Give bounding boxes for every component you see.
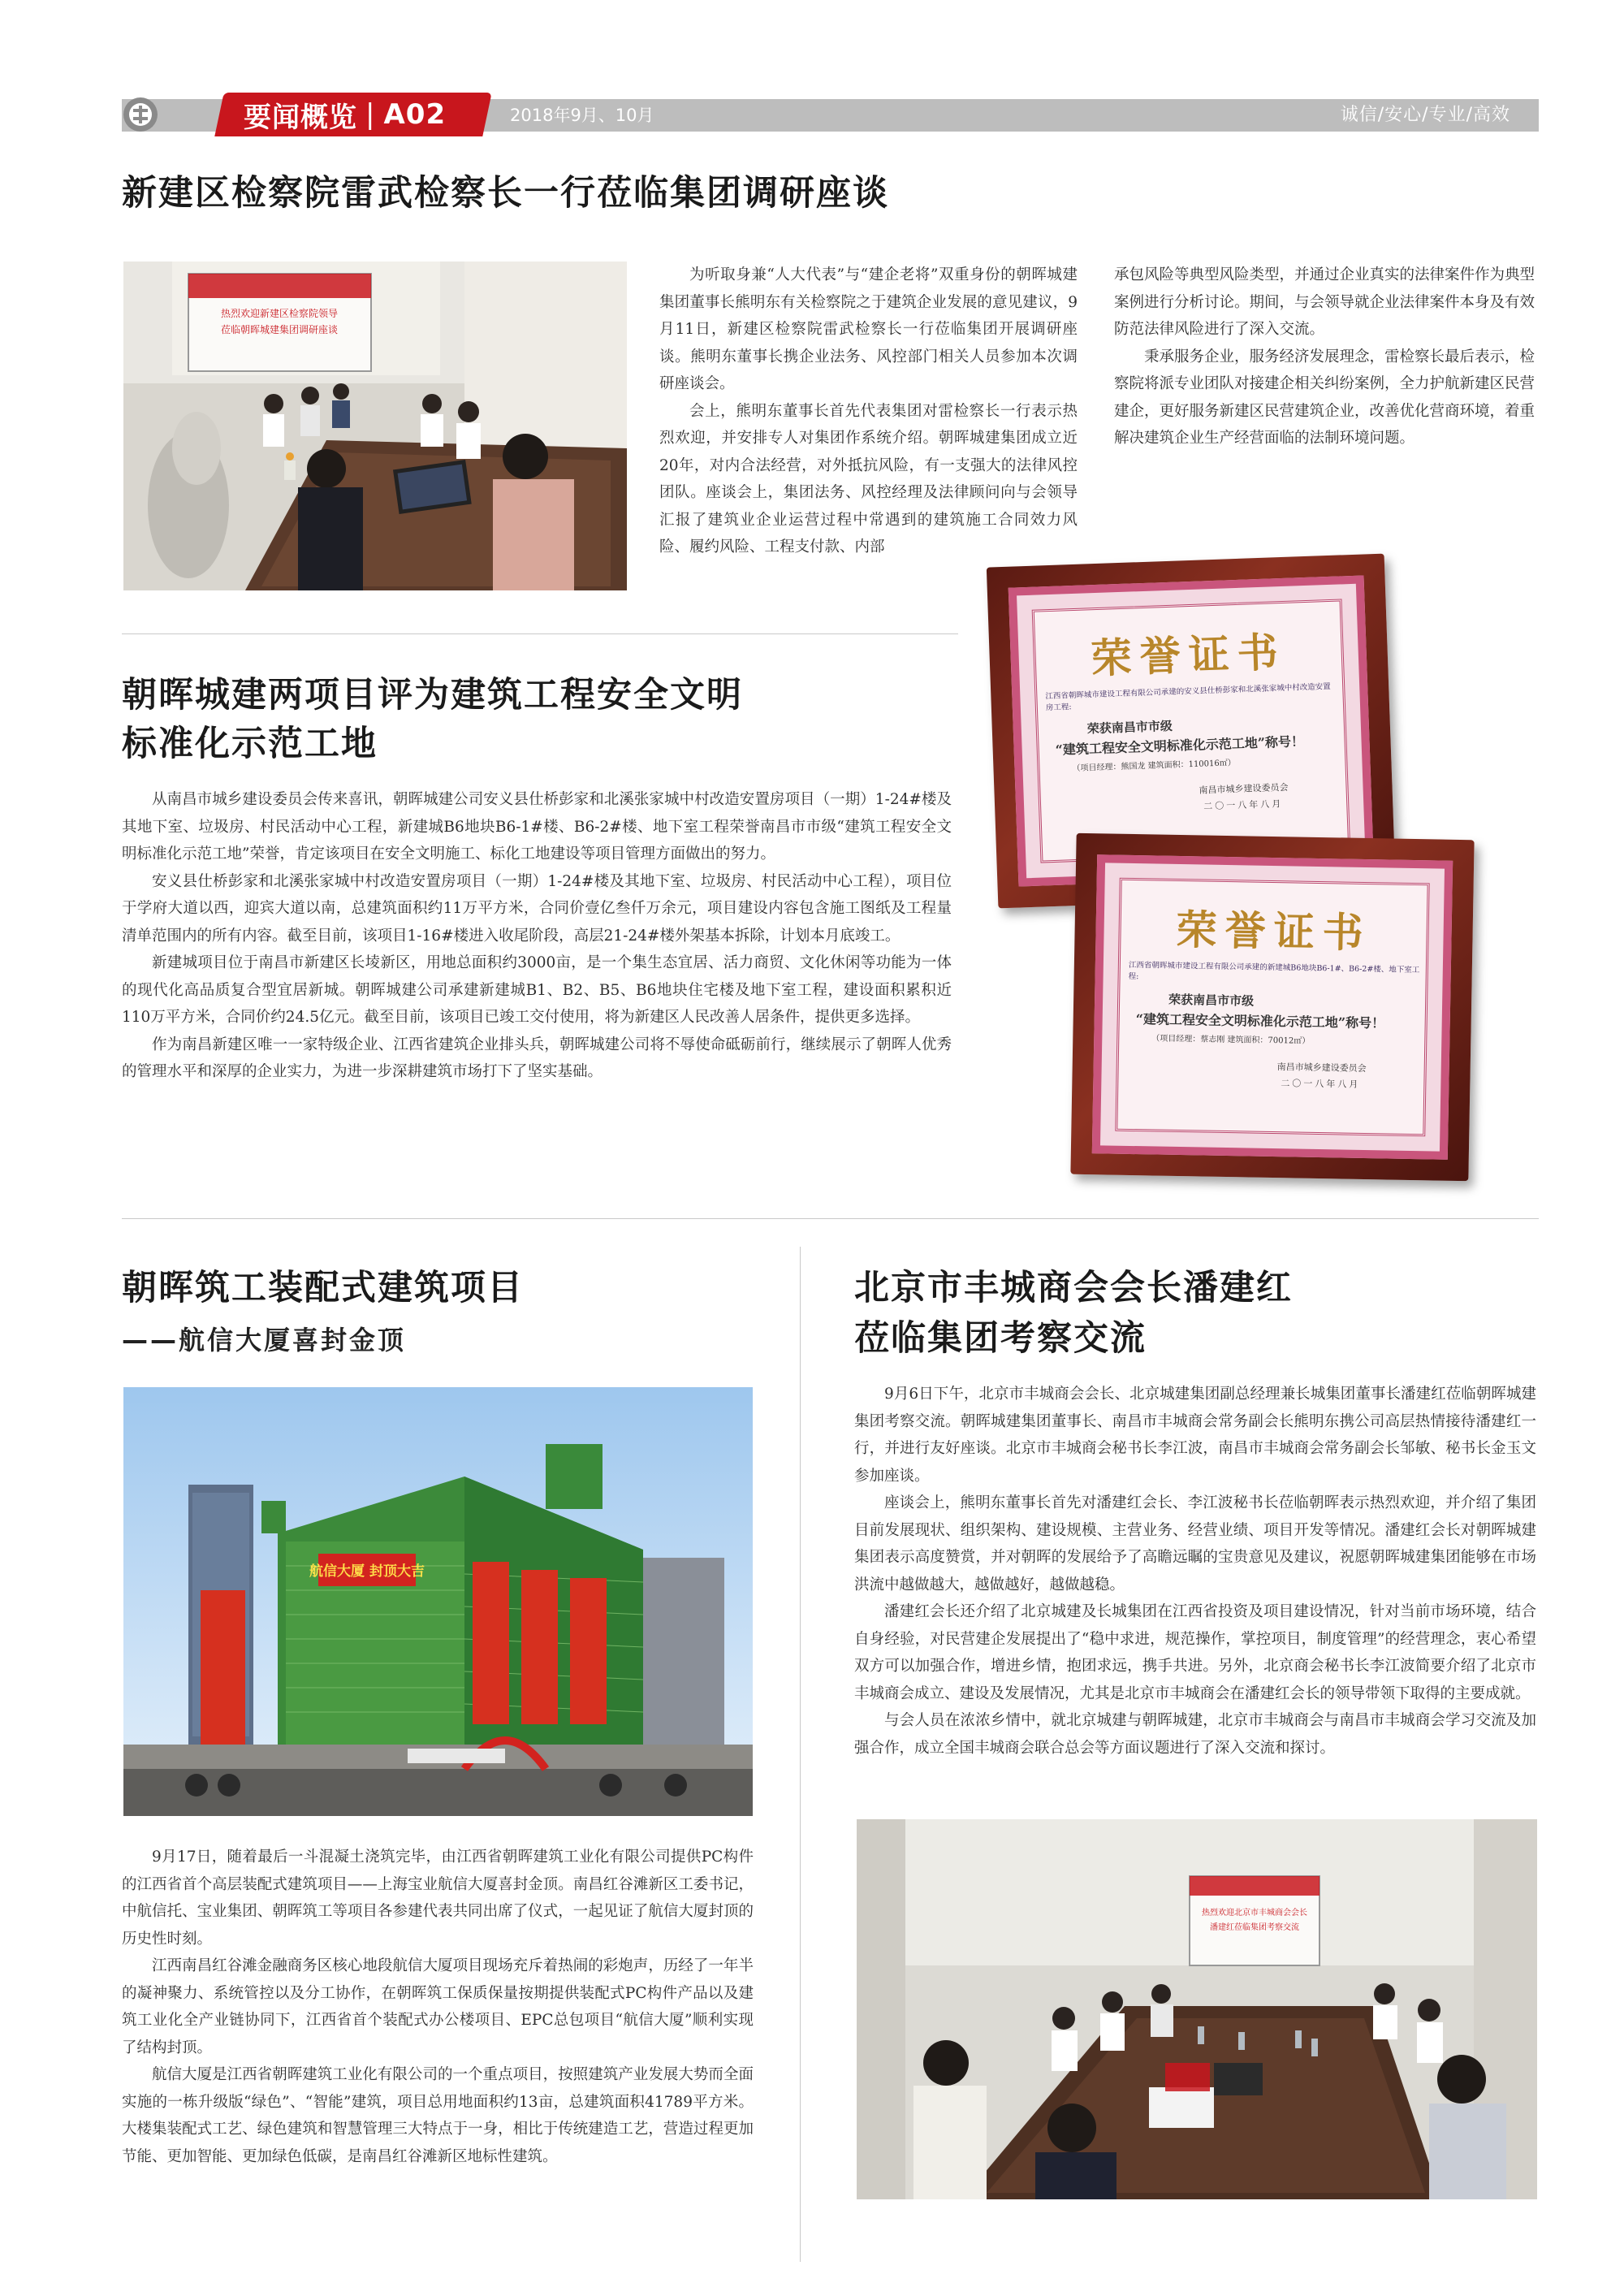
certificate-date: 二〇一八年八月 <box>1281 1078 1361 1090</box>
article1-paragraph: 会上，熊明东董事长首先代表集团对雷检察长一行表示热烈欢迎，并安排专人对集团作系统介绍。朝晖城建集团成立近20年，对内合法经营，对外抵抗风险，有一支强大的法律风控团队。座谈会上，集团法务、风控经理及法律顾问向与会领导汇报了建筑业企业运营过程中常遇到的建筑施工合同效力风险、履约风险、工程支付款、内部 <box>659 402 1078 556</box>
article4-body <box>854 1381 1536 1762</box>
certificate-issuer: 南昌市城乡建设委员会 <box>1199 781 1289 796</box>
article3-body <box>122 1844 754 2170</box>
certificate-line2: “建筑工程安全文明标准化示范工地”称号！ <box>1135 1011 1385 1031</box>
article3-paragraph: 航信大厦是江西省朝晖建筑工业化有限公司的一个重点项目，按照建筑产业发展大势而全面实施的一栋升级版“绿色”、“智能”建筑，项目总用地面积约13亩，总建筑面积41789平方米。大楼集装配式工艺、绿色建筑和智慧管理三大特点于一身，相比于传统建造工艺，营造过程更加节能、更加智能、更加绿色低碳，是南昌红谷滩新区地标性建筑。 <box>122 2066 754 2165</box>
section-label <box>244 94 446 135</box>
divider-line <box>122 633 958 634</box>
certificate-line3: （项目经理：熊国龙 建筑面积：110016㎡） <box>1072 759 1236 774</box>
article3-paragraph: 江西南昌红谷滩金融商务区核心地段航信大厦项目现场充斥着热闹的彩炮声，历经了一年半的凝神聚力、系统管控以及分工协作，在朝晖筑工保质保量按期提供装配式PC构件产品以及建筑工业化全产业链协同下，江西省首个装配式办公楼项目、EPC总包项目“航信大厦”顺利实现了结构封顶。 <box>122 1957 754 2056</box>
article1-column1 <box>659 262 1078 561</box>
article2-body <box>122 786 952 1086</box>
article3-building-photo <box>123 1387 753 1816</box>
certificate-paper <box>1092 854 1453 1160</box>
honor-certificate-2 <box>1070 833 1474 1181</box>
company-logo-icon <box>122 96 159 133</box>
article2-paragraph: 作为南昌新建区唯一一家特级企业、江西省建筑企业排头兵，朝晖城建公司将不辱使命砥砺前行，继续展示了朝晖人优秀的管理水平和深厚的企业实力，为进一步深耕建筑市场打下了坚实基础。 <box>122 1036 952 1080</box>
article1-paragraph: 承包风险等典型风险类型，并通过企业真实的法律案件作为典型案例进行分析讨论。期间，与会领导就企业法律案件本身及有效防范法律风险进行了深入交流。 <box>1114 266 1535 338</box>
certificate-inner <box>1115 878 1429 1137</box>
article1-paragraph: 为听取身兼“人大代表”与“建企老将”双重身份的朝晖城建集团董事长熊明东有关检察院之于建筑企业发展的意见建议，9月11日，新建区检察院雷武检察长一行莅临集团开展调研座谈。熊明东董事长携企业法务、风控部门相关人员参加本次调研座谈会。 <box>659 266 1078 392</box>
article4-paragraph: 9月6日下午，北京市丰城商会会长、北京城建集团副总经理兼长城集团董事长潘建红莅临朝晖城建集团考察交流。朝晖城建集团董事长、南昌市丰城商会常务副会长熊明东携公司高层热情接待潘建红一行，并进行友好座谈。北京市丰城商会秘书长李江波，南昌市丰城商会常务副会长邹敏、秘书长金玉文参加座谈。 <box>854 1386 1536 1485</box>
article4-paragraph: 潘建红会长还介绍了北京城建及长城集团在江西省投资及项目建设情况，针对当前市场环境，结合自身经验，对民营建企发展提出了“稳中求进，规范操作，掌控项目，制度管理”的经营理念，衷心希望双方可以加强合作，增进乡情，抱团求远，携手共进。另外，北京商会秘书长李江波简要介绍了北京市丰城商会成立、建设及发展情况，尤其是北京市丰城商会在潘建红会长的领导带领下取得的主要成就。 <box>854 1603 1536 1702</box>
article1-screen-line2: 莅临朝晖城建集团调研座谈 <box>220 324 339 335</box>
column-divider <box>800 1247 801 2262</box>
certificate-inner <box>1032 599 1351 863</box>
certificate-recipient: 江西省朝晖城市建设工程有限公司承建的安义县仕桥彭家和北溪张家城中村改造安置房工程: <box>1045 681 1331 713</box>
article2-paragraph: 安义县仕桥彭家和北溪张家城中村改造安置房项目（一期）1-24#楼及其地下室、垃圾房、村民活动中心工程），项目位于学府大道以西，迎宾大道以南，总建筑面积约11万平方米，合同价壹亿叁仟万余元，项目建设内容包含施工图纸及工程量清单范围内的所有内容。截至目前，该项目1-16#楼进入收尾阶段，高层21-24#楼外架基本拆除，计划本月底竣工。 <box>122 872 952 945</box>
article1-screen-line1: 热烈欢迎新建区检察院领导 <box>220 308 339 319</box>
page-number: A02 <box>383 98 447 131</box>
article3-title: 朝晖筑工装配式建筑项目 <box>122 1268 524 1308</box>
article4-title-line2: 莅临集团考察交流 <box>854 1318 1147 1359</box>
article4-paragraph: 座谈会上，熊明东董事长首先对潘建红会长、李江波秘书长莅临朝晖表示热烈欢迎，并介绍了集团目前发展现状、组织架构、建设规模、主营业务、经营业绩、项目开发等情况。潘建红会长对朝晖城建集团表示高度赞赏，并对朝晖的发展给予了高瞻远瞩的宝贵意见及建议，祝愿朝晖城建集团能够在市场洪流中越做越大，越做越好，越做越稳。 <box>854 1494 1536 1593</box>
certificate-issuer: 南昌市城乡建设委员会 <box>1276 1062 1367 1074</box>
certificate-line1: 荣获南昌市市级 <box>1086 718 1173 737</box>
certificate-line3: （项目经理：蔡志刚 建筑面积：70012㎡） <box>1151 1034 1311 1046</box>
article2-title-line2: 标准化示范工地 <box>122 724 378 764</box>
section-separator: | <box>365 98 376 131</box>
certificate-line2: “建筑工程安全文明标准化示范工地”称号！ <box>1055 733 1305 758</box>
certificate-title: 荣誉证书 <box>1090 627 1287 683</box>
certificate-date: 二〇一八年八月 <box>1203 798 1284 812</box>
article1-title: 新建区检察院雷武检察长一行莅临集团调研座谈 <box>122 173 889 214</box>
article1-paragraph: 秉承服务企业，服务经济发展理念，雷检察长最后表示，检察院将派专业团队对接建企相关纠纷案例，全力护航新建区民营建企，更好服务新建区民营建筑企业，改善优化营商环境，着重解决建筑企业生产经营面临的法制环境问题。 <box>1114 348 1535 447</box>
article3-subtitle: ——航信大厦喜封金顶 <box>122 1325 407 1356</box>
article1-column2 <box>1114 262 1535 452</box>
certificate-title: 荣誉证书 <box>1176 905 1372 958</box>
article3-paragraph: 9月17日，随着最后一斗混凝土浇筑完毕，由江西省朝晖建筑工业化有限公司提供PC构件的江西省首个高层装配式建筑项目——上海宝业航信大厦喜封金顶。南昌红谷滩新区工委书记，中航信托、宝业集团、朝晖筑工等项目各参建代表共同出席了仪式，一起见证了航信大厦封顶的历史性时刻。 <box>122 1848 754 1948</box>
certificate-recipient: 江西省朝晖城市建设工程有限公司承建的新建城B6地块B6-1#、B6-2#楼、地下室工程: <box>1128 960 1420 982</box>
article2-paragraph: 新建城项目位于南昌市新建区长堎新区，用地总面积约3000亩，是一个集生态宜居、活力商贸、文化休闲等功能为一体的现代化高品质复合型宜居新城。朝晖城建公司承建新建城B1、B2、B5、B6地块住宅楼及地下室工程，建设面积累积近110万平方米，合同价约24.5亿元。截至目前，该项目已竣工交付使用，将为新建区人民改善人居条件，提供更多选择。 <box>122 954 952 1026</box>
header-slogan: 诚信/安心/专业/高效 <box>1340 105 1510 125</box>
issue-date: 2018年9月、10月 <box>510 106 654 125</box>
article2-title-line1: 朝晖城建两项目评为建筑工程安全文明 <box>122 675 743 716</box>
article1-meeting-photo <box>123 262 627 590</box>
article4-screen-line1: 热烈欢迎北京市丰城商会会长 <box>1202 1909 1307 1918</box>
divider-line <box>122 1218 1539 1219</box>
certificate-line1: 荣获南昌市市级 <box>1168 992 1255 1009</box>
article4-paragraph: 与会人员在浓浓乡情中，就北京城建与朝晖城建，北京市丰城商会与南昌市丰城商会学习交流及加强合作，成立全国丰城商会联合总会等方面议题进行了深入交流和探讨。 <box>854 1712 1536 1757</box>
article4-screen-line2: 潘建红莅临集团考察交流 <box>1210 1923 1299 1932</box>
section-name: 要闻概览 <box>244 101 357 134</box>
article2-paragraph: 从南昌市城乡建设委员会传来喜讯，朝晖城建公司安义县仕桥彭家和北溪张家城中村改造安置房项目（一期）1-24#楼及其地下室、垃圾房、村民活动中心工程，新建城B6地块B6-1#楼、B6-2#楼、地下室工程荣誉南昌市市级“建筑工程安全文明标准化示范工地”荣誉，肯定该项目在安全文明施工、标化工地建设等项目管理方面做出的努力。 <box>122 791 952 863</box>
article4-meeting-photo <box>857 1819 1537 2199</box>
banner-text: 航信大厦 封顶大吉 <box>309 1563 425 1580</box>
article4-title-line1: 北京市丰城商会会长潘建红 <box>854 1268 1293 1308</box>
